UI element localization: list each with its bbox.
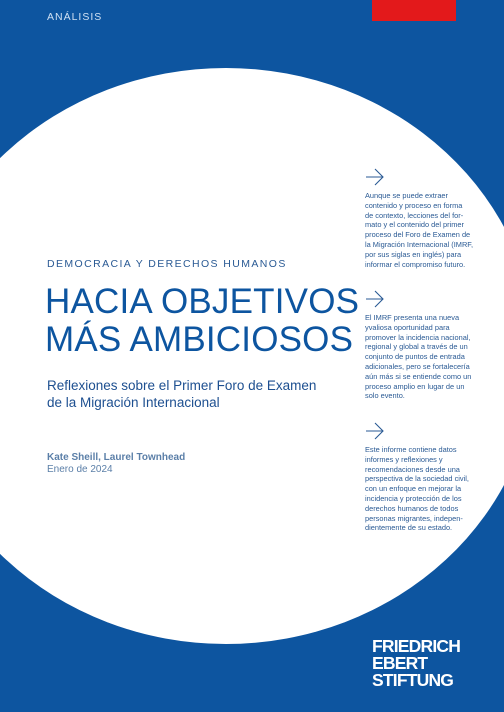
- red-accent-tab: [372, 0, 456, 21]
- logo-line: STIFTUNG: [372, 670, 454, 690]
- summary-line: proceso amplio en lugar de un: [365, 381, 465, 391]
- summary-line: Aunque se puede extraer: [365, 191, 449, 200]
- summary-line: por sus siglas en inglés) para: [365, 249, 462, 259]
- summary-line: con un enfoque en mejorar la: [365, 484, 462, 494]
- arrow-right-icon: [365, 290, 385, 308]
- arrow-right-icon: [365, 168, 385, 186]
- summary-text: [365, 313, 497, 401]
- summary-block-3: [365, 422, 497, 533]
- authors: Kate Sheill, Laurel Townhead: [47, 452, 186, 463]
- summary-line: contenido y proceso en forma: [365, 200, 463, 210]
- summary-line: de contexto, lecciones del for-: [365, 210, 464, 220]
- summary-block-1: [365, 168, 497, 269]
- summary-line: recomendaciones desde una: [365, 464, 460, 474]
- summary-line: aún más si se entiende como un: [365, 371, 472, 381]
- summary-line: Este informe contiene datos: [365, 445, 457, 454]
- subtitle-line: de la Migración Internacional: [47, 395, 220, 410]
- summary-line: personas migrantes, indepen-: [365, 513, 463, 523]
- summary-line: perspectiva de la sociedad civil,: [365, 474, 469, 484]
- title-line: MÁS AMBICIOSOS: [45, 320, 354, 359]
- summary-line: dientemente de su estado.: [365, 523, 453, 533]
- summary-block-2: [365, 290, 497, 401]
- summary-line: la Migración Internacional (IMRF,: [365, 239, 474, 249]
- summary-text: [365, 445, 497, 533]
- document-type-label: ANÁLISIS: [47, 11, 103, 23]
- summary-line: conjunto de puntos de entrada: [365, 352, 465, 362]
- summary-line: informes y reflexiones y: [365, 454, 443, 464]
- summary-line: proceso del Foro de Examen de: [365, 230, 471, 240]
- summary-line: yvaliosa oportunidad para: [365, 322, 450, 332]
- summary-line: solo evento.: [365, 391, 405, 401]
- summary-line: derechos humanos de todos: [365, 503, 459, 513]
- summary-line: regional y global a través de un: [365, 342, 468, 352]
- publication-date: Enero de 2024: [47, 464, 113, 475]
- summary-line: adicionales, pero se fortalecería: [365, 361, 470, 371]
- arrow-right-icon: [365, 422, 385, 440]
- page-title: [45, 283, 359, 359]
- subtitle: [47, 377, 347, 411]
- summary-text: [365, 191, 497, 269]
- summary-line: El IMRF presenta una nueva: [365, 313, 460, 322]
- summary-line: promover la incidencia nacional,: [365, 332, 471, 342]
- category-label: DEMOCRACIA Y DERECHOS HUMANOS: [47, 258, 287, 270]
- summary-line: incidencia y protección de los: [365, 493, 462, 503]
- summary-line: mato y el contenido del primer: [365, 220, 465, 230]
- logo-line: EBERT: [372, 653, 428, 673]
- title-line: HACIA OBJETIVOS: [45, 282, 360, 321]
- subtitle-line: Reflexiones sobre el Primer Foro de Examen: [47, 378, 317, 393]
- summary-line: informar el compromiso futuro.: [365, 259, 466, 269]
- foundation-logo: [372, 638, 460, 689]
- logo-line: FRIEDRICH: [372, 636, 461, 656]
